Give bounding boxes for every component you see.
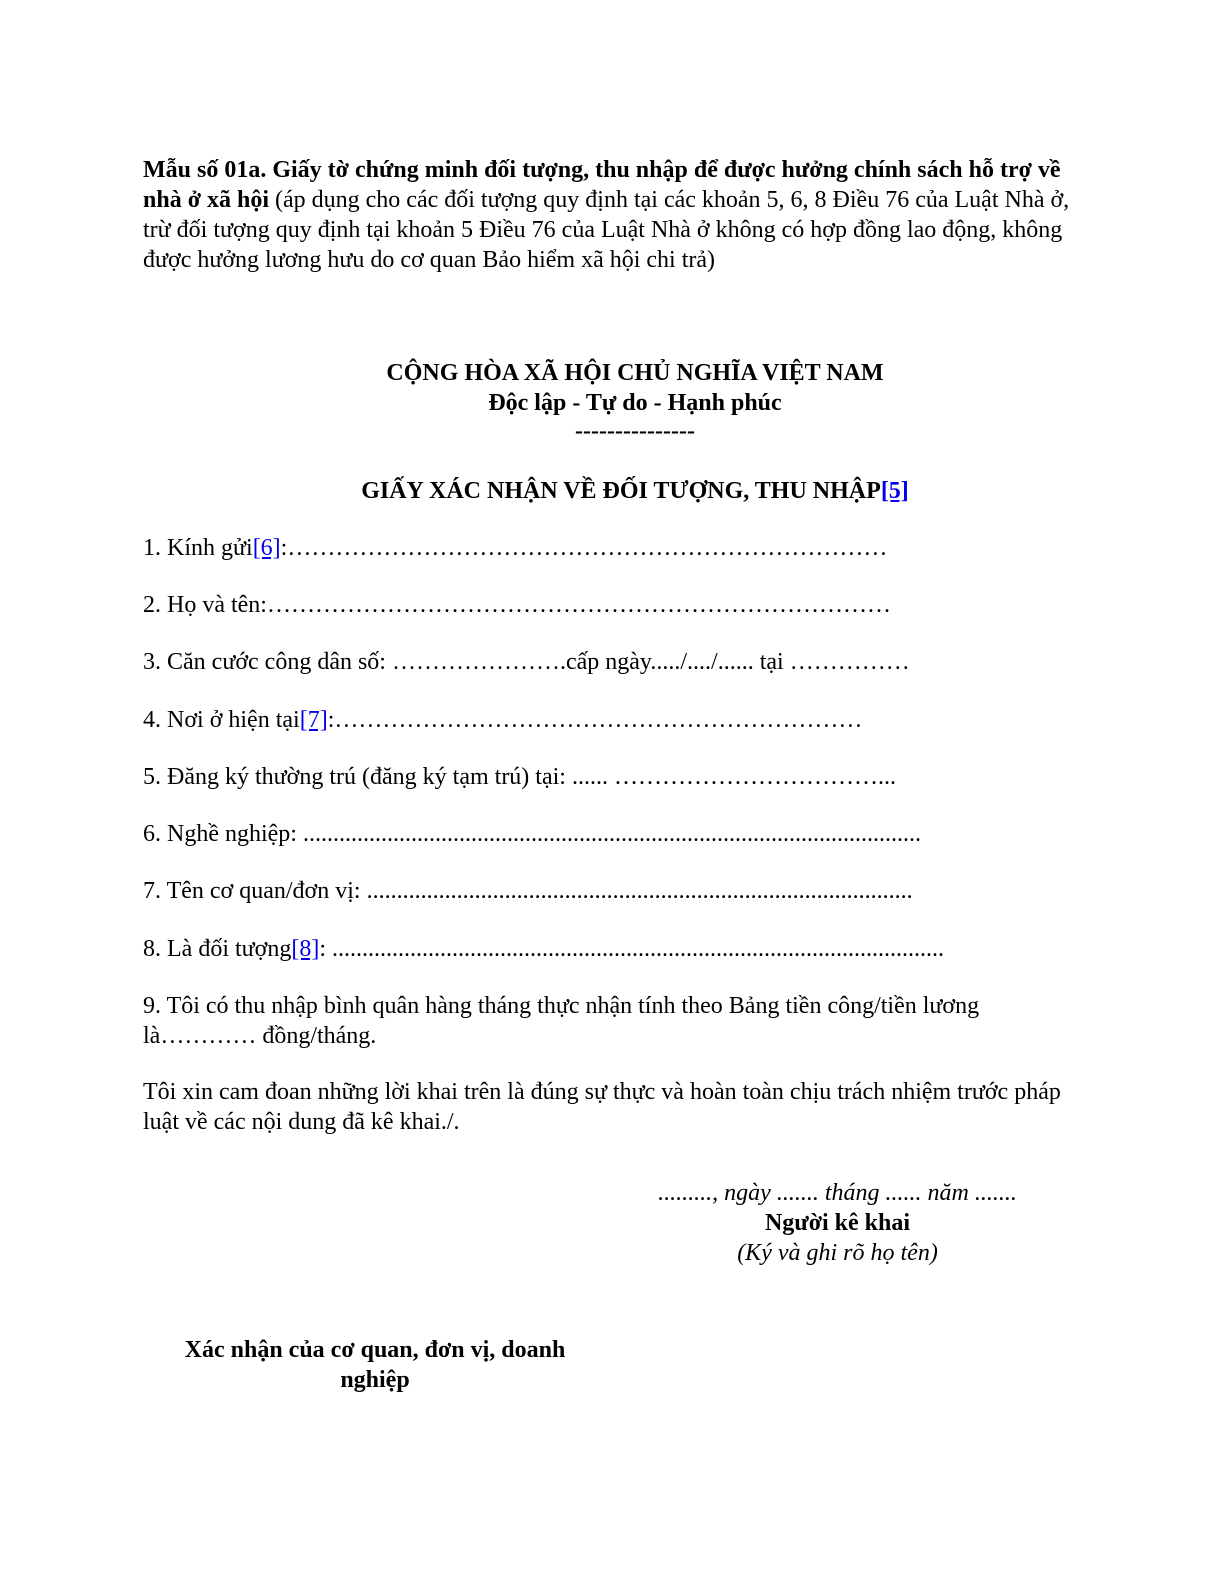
field-citizen-id bbox=[143, 647, 1083, 677]
field-organization-label: 7. Tên cơ quan/đơn vị: ........................................................................................... bbox=[143, 878, 913, 904]
field-recipient-dots: :………………………………………………………………… bbox=[280, 535, 888, 561]
signature-note: (Ký và ghi rõ họ tên) bbox=[737, 1240, 938, 1266]
field-permanent-residence-label: 5. Đăng ký thường trú (đăng ký tạm trú) tại: ...... ……………………………... bbox=[143, 764, 896, 790]
national-header bbox=[143, 358, 1127, 444]
field-monthly-income-label: 9. Tôi có thu nhập bình quân hàng tháng thực nhận tính theo Bảng tiền công/tiền lương là………… đồng/tháng. bbox=[143, 993, 980, 1049]
form-intro-title: Mẫu số 01a. Giấy tờ chứng minh đối tượng, thu nhập để được hưởng chính sách hỗ trợ về nhà ở xã hội bbox=[143, 157, 1061, 213]
document-title-text: GIẤY XÁC NHẬN VỀ ĐỐI TƯỢNG, THU NHẬP bbox=[361, 478, 881, 504]
field-current-residence-label: 4. Nơi ở hiện tại bbox=[143, 707, 300, 733]
field-occupation bbox=[143, 819, 1083, 849]
field-organization bbox=[143, 876, 1083, 906]
field-monthly-income bbox=[143, 991, 1063, 1051]
field-recipient bbox=[143, 533, 1083, 563]
field-full-name bbox=[143, 590, 1083, 620]
document-title bbox=[143, 476, 1127, 506]
form-intro bbox=[143, 155, 1083, 275]
footnote-link-5[interactable]: [5] bbox=[880, 478, 909, 504]
signature-role: Người kê khai bbox=[764, 1210, 911, 1236]
form-intro-scope: (áp dụng cho các đối tượng quy định tại các khoản 5, 6, 8 Điều 76 của Luật Nhà ở, trừ đối tượng quy định tại khoản 5 Điều 76 của Luật Nhà ở không có hợp đồng lao động, không được hưởng lương hưu do cơ quan Bảo hiểm xã hội chi trả) bbox=[143, 187, 1070, 273]
field-current-residence bbox=[143, 705, 1083, 735]
footnote-link-7[interactable]: [7] bbox=[299, 707, 328, 733]
field-citizen-id-label: 3. Căn cước công dân số: ………………….cấp ngày...../..../...... tại …………… bbox=[143, 649, 910, 675]
national-motto: Độc lập - Tự do - Hạnh phúc bbox=[488, 390, 782, 416]
organization-confirmation-title: Xác nhận của cơ quan, đơn vị, doanh nghiệp bbox=[184, 1337, 566, 1393]
field-beneficiary-type-label: 8. Là đối tượng bbox=[143, 936, 292, 962]
field-beneficiary-type-dots: : ...................................................................................................... bbox=[319, 936, 945, 962]
field-recipient-label: 1. Kính gửi bbox=[143, 535, 253, 561]
footnote-link-6[interactable]: [6] bbox=[252, 535, 281, 561]
field-current-residence-dots: :………………………………………………………… bbox=[327, 707, 863, 733]
country-name: CỘNG HÒA XÃ HỘI CHỦ NGHĨA VIỆT NAM bbox=[386, 360, 884, 386]
field-beneficiary-type bbox=[143, 934, 1083, 964]
header-divider: --------------- bbox=[575, 418, 695, 444]
field-full-name-label: 2. Họ và tên:…………………………………………………………………… bbox=[143, 592, 891, 618]
field-occupation-label: 6. Nghề nghiệp: ....................................................................................................... bbox=[143, 821, 921, 847]
commitment-statement: Tôi xin cam đoan những lời khai trên là đúng sự thực và hoàn toàn chịu trách nhiệm trước pháp luật về các nội dung đã kê khai./. bbox=[143, 1079, 1061, 1135]
signature-date-line: ........., ngày ....... tháng ...... năm ....... bbox=[658, 1180, 1017, 1206]
footnote-link-8[interactable]: [8] bbox=[291, 936, 320, 962]
field-permanent-residence bbox=[143, 762, 1083, 792]
declarant-signature-block bbox=[640, 1178, 1035, 1268]
